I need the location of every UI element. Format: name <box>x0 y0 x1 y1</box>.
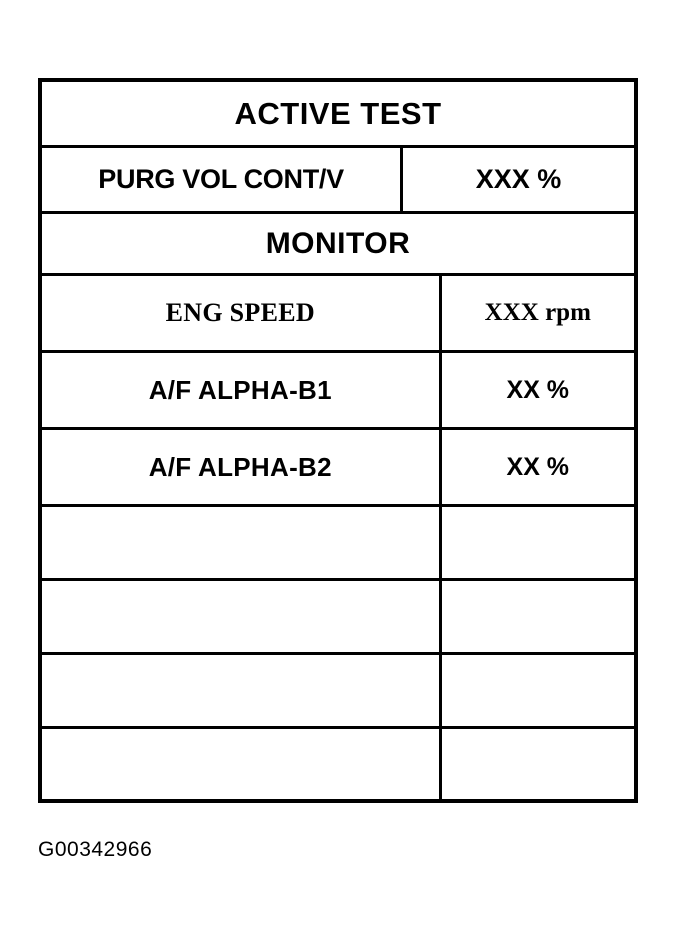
table-row <box>42 655 634 729</box>
monitor-item-label: A/F ALPHA-B1 <box>42 353 442 427</box>
monitor-item-label <box>42 655 442 726</box>
scan-tool-display-figure <box>38 78 638 803</box>
monitor-item-label <box>42 507 442 578</box>
purge-volume-value: XXX % <box>475 164 562 194</box>
purge-volume-label: PURG VOL CONT/V <box>42 148 403 211</box>
purge-volume-row <box>42 148 634 214</box>
table-row <box>42 507 634 581</box>
monitor-item-value <box>442 655 634 726</box>
monitor-item-label <box>42 581 442 652</box>
table-row <box>42 729 634 803</box>
table-row <box>42 581 634 655</box>
monitor-item-label: A/F ALPHA-B2 <box>42 430 442 504</box>
monitor-item-value <box>442 507 634 578</box>
monitor-header-label: MONITOR <box>265 226 411 260</box>
monitor-item-label <box>42 729 442 803</box>
monitor-item-label: ENG SPEED <box>42 276 442 350</box>
table-row <box>42 353 634 430</box>
active-test-title: ACTIVE TEST <box>234 95 442 131</box>
monitor-item-value: XXX rpm <box>484 299 591 326</box>
figure-caption: G00342966 <box>38 838 153 861</box>
monitor-item-value <box>442 581 634 652</box>
active-test-title-row <box>42 82 634 148</box>
table-row <box>42 430 634 507</box>
table-row <box>42 276 634 353</box>
monitor-item-value: XX % <box>506 452 570 481</box>
monitor-item-value <box>442 729 634 803</box>
monitor-item-value: XX % <box>506 375 570 404</box>
monitor-header-row <box>42 214 634 276</box>
